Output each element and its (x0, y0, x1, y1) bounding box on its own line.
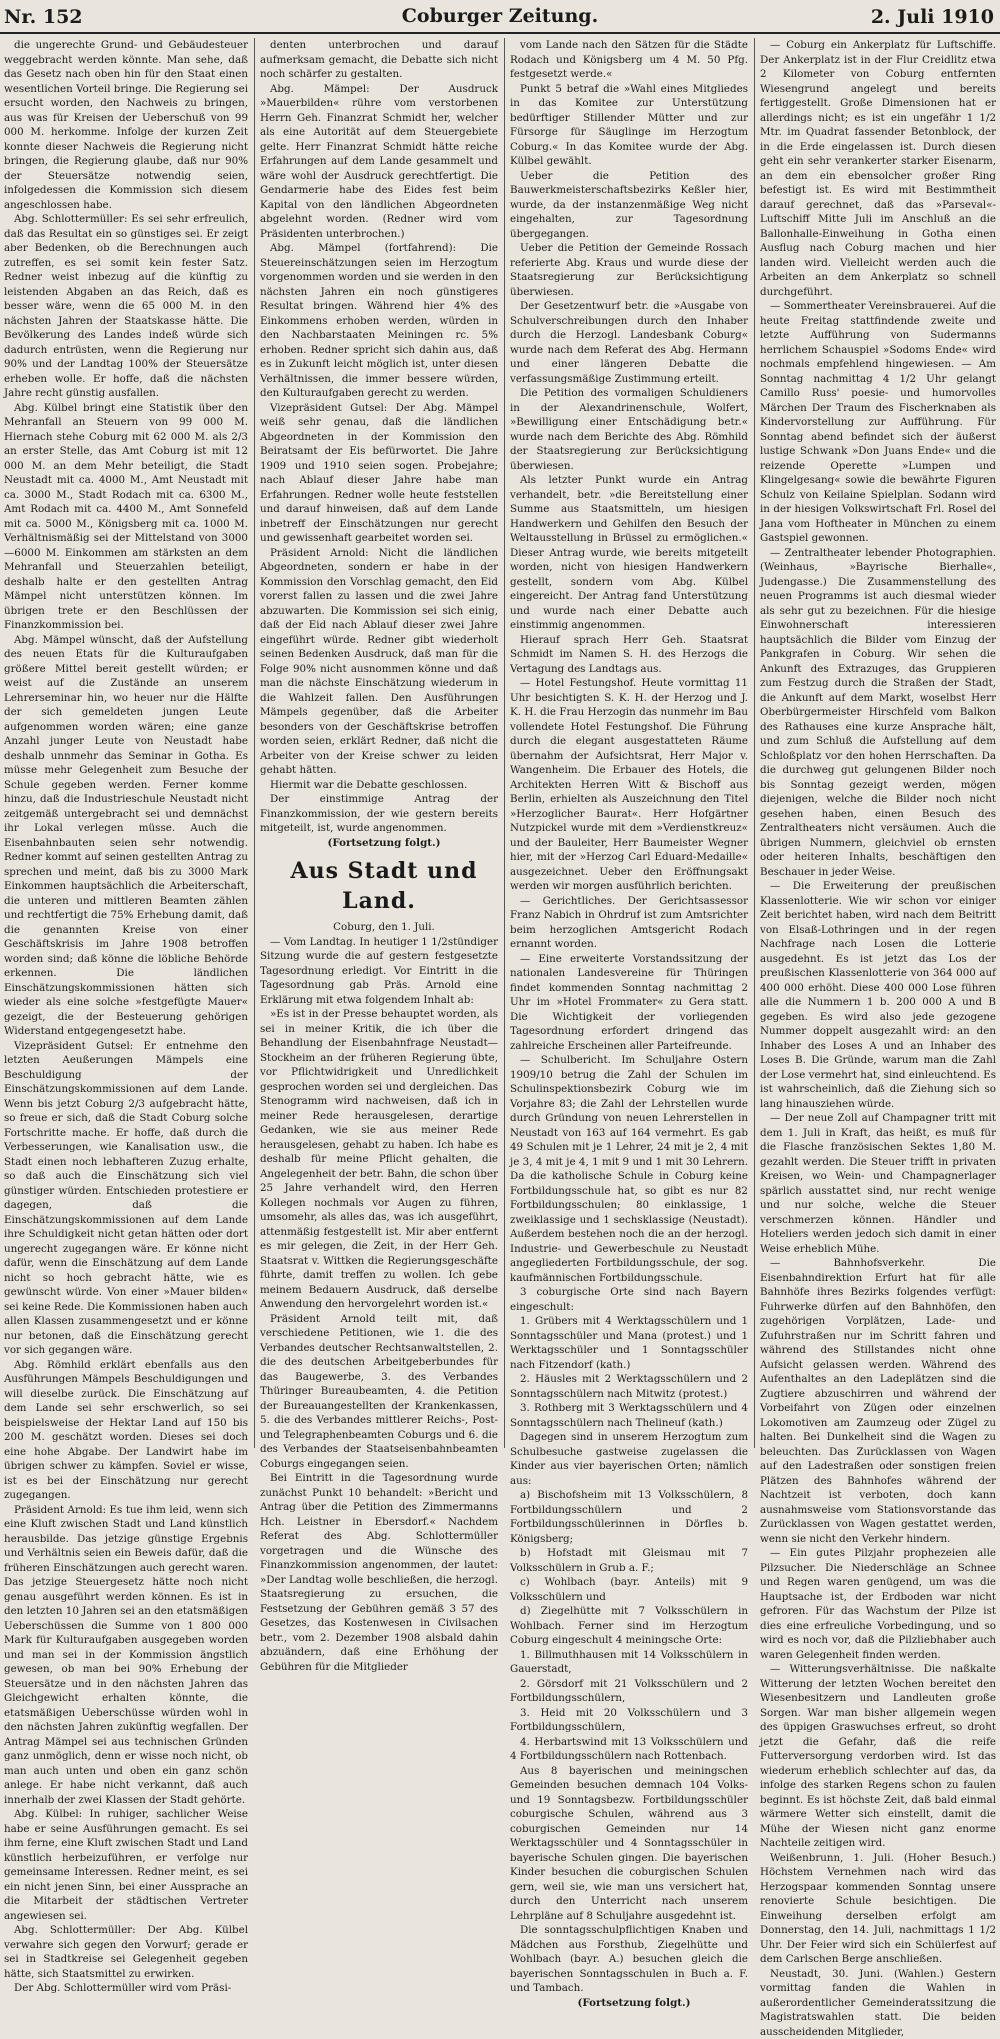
article-paragraph: Ueber die Petition der Gemeinde Rossach referierte Abg. Kraus und wurde diese der Staatsregierung zur Berücksichtigung überwiesen. (510, 241, 748, 299)
article-paragraph: c) Wohlbach (bayr. Anteils) mit 9 Volksschülern und (510, 1575, 748, 1604)
article-paragraph: Abg. Külbel: In ruhiger, sachlicher Weise habe er seine Ausführungen gemacht. Es sei ihm ferne, eine Kluft zwischen Stadt und Land künstlich herbeizuführen, er verfolge nur gemeinsame Interessen. Redner meint, es sei ein nicht jenen Sinn, bei einer Aussprache an die Mitarbeit der städtischen Vertreter angewiesen sei. (4, 1807, 248, 1923)
article-paragraph: Weißenbrunn, 1. Juli. (Hoher Besuch.) Höchstem Vernehmen nach wird das Herzogspaar kommenden Sonntag unsere renovierte Schule besichtigen. Die Einweihung derselben erfolgt am Donnerstag, den 14. Juli, nachmittags 1 1/2 Uhr. Der Feier wird sich ein Schülerfest auf dem Carlschen Berge anschließen. (760, 1851, 996, 1967)
article-paragraph: Die Petition des vormaligen Schuldieners in der Alexandrinenschule, Wolfert, »Bewilligung einer Entschädigung betr.« wurde nach dem Berichte des Abg. Römhild der Staatsregierung zur Berücksichtigung überwiesen. (510, 386, 748, 473)
article-paragraph: Vizepräsident Gutsel: Er entnehme den letzten Aeußerungen Mämpels eine Beschuldigung der Einschätzungskommissionen auf dem Lande. Wenn bis jetzt Coburg 2/3 aufgebracht hätte, so freue er sich, daß die Stadt Coburg solche Fortschritte mache. Er hoffe, daß durch die Verbesserungen, wie Kanalisation usw., die Stadt einen noch lebhafteren Zuzug erhalte, so daß auch die Einschätzung sich viel günstiger würden. Entschieden protestiere er dagegen, daß die Einschätzungskommissionen auf dem Lande ihre Schuldigkeit nicht getan hätten oder dort ungerecht zugegangen wäre. Er könne nicht dafür, wenn die Einschätzung auf dem Lande nicht so hoch gebracht hätte, wie es gewünscht würde. Von einer »Mauer bilden« sei keine Rede. Die Kommissionen haben auch allen Klassen zusammengesetzt und er könne nur betonen, daß die Einschätzung gerecht vor sich gegangen wäre. (4, 1039, 248, 1358)
article-paragraph: — Der neue Zoll auf Champagner tritt mit dem 1. Juli in Kraft, das heißt, es muß für die Flasche französischen Sektes 1,80 M. gezahlt werden. Die Steuer trifft in privaten Kreisen, wo Wein- und Champagnerlager spärlich ausstattet sind, nur recht wenige und nur solche, welche die Steuer verschmerzen können. Händler und Hoteliers werden jedoch sich damit in einer Weise erheblich Mühe. (760, 1111, 996, 1256)
article-paragraph: denten unterbrochen und darauf aufmerksam gemacht, die Debatte sich nicht noch schärfer zu gestalten. (260, 38, 498, 82)
masthead (0, 0, 1000, 34)
article-paragraph: — Schulbericht. Im Schuljahre Ostern 1909/10 betrug die Zahl der Schulen im Schulinspektionsbezirk Coburg wie im Vorjahre 83; die Zahl der Lehrstellen wurde durch Gründung von neuen Lehrerstellen in Neustadt von 163 auf 164 vermehrt. Es gab 49 Schulen mit je 1 Lehrer, 24 mit je 2, 4 mit je 3, 4 mit je 4, 1 mit 9 und 1 mit 30 Lehrern. Da die katholische Schule in Coburg keine Fortbildungsschule hat, so gibt es nur 82 Fortbildungsschulen; 80 einklassige, 1 zweiklassige und 1 sechsklassige (Neustadt). Außerdem bestehen noch die an der herzogl. Industrie- und Gewerbeschule zu Neustadt angegliederten Fortbildungsschule, der sog. kaufmännischen Fortbildungsschule. (510, 1053, 748, 1285)
article-paragraph: vom Lande nach den Sätzen für die Städte Rodach und Königsberg um 4 M. 50 Pfg. festgesetzt werde.« (510, 38, 748, 82)
article-paragraph: Abg. Mämpel wünscht, daß der Aufstellung des neuen Etats für die Kulturaufgaben größere Mittel bereit gestellt würden; er weist auf die Zustände an unserem Lehrerseminar hin, wo heuer nur die Hälfte der sich gemeldeten jungen Leute aufgenommen worden wären; eine ganze Anzahl junger Leute von Neustadt habe deshalb unnmehr das Seminar in Gotha. Es müsse mehr Gelegenheit zum Besuche der Schule gegeben werden. Ferner komme hinzu, daß die Industrieschule Neustadt nicht zeitgemäß untergebracht sei und demnächst ihr Lokal verlegen müsse. Auch die Eisenbahnbauten seien sehr notwendig. Redner kommt auf seinen gestellten Antrag zu sprechen und meint, daß bis zu 3000 Mark Einkommen hauptsächlich die Arbeiterschaft, die unteren und mittleren Beamten zählen und rechtfertigt die 75% Erhebung damit, daß die genannten Kreise von einer Geschäftskrisis im Jahre 1908 betroffen worden sind; daß könne die löbliche Behörde erkennen. Die ländlichen Einschätzungskommissionen hätten sich wieder als eine solche »festgefügte Mauer« gezeigt, die der Besteuerung gehörigen Widerstand entgegengesetzt habe. (4, 633, 248, 1039)
article-paragraph: Der Gesetzentwurf betr. die »Ausgabe von Schulverschreibungen durch den Inhaber durch die Herzogl. Landesbank Coburg« wurde nach dem Referat des Abg. Hermann und einer längeren Debatte die verfassungsmäßige Zustimmung erteilt. (510, 299, 748, 386)
article-paragraph: Bei Eintritt in die Tagesordnung wurde zunächst Punkt 10 behandelt: »Bericht und Antrag über die Petition des Zimmermanns Hch. Leistner in Ebersdorf.« Nachdem Referat des Abg. Schlottermüller vorgetragen und die Wünsche des Finanzkommission angenommen, der lautet: »Der Landtag wolle beschließen, die herzogl. Staatsregierung zu ersuchen, die Festsetzung der Gebühren gemäß 3 57 des Gesetzes, das Kostenwesen in Civilsachen betr., vom 2. Dezember 1908 alsbald dahin abzuändern, daß eine Erhöhung der Gebühren für die Mitglieder (260, 1471, 498, 1674)
article-paragraph: Als letzter Punkt wurde ein Antrag verhandelt, betr. »die Bereitstellung einer Summe aus Staatsmitteln, um hiesigen Handwerkern und Gehilfen den Besuch der Weltausstellung in Brüssel zu ermöglichen.« Dieser Antrag wurde, wie bereits mitgeteilt worden, nicht von hiesigen Handwerkern gestellt, sondern vom Abg. Külbel eingereicht. Der Antrag fand Unterstützung und wurde nach einer Debatte auch einstimmig angenommen. (510, 473, 748, 633)
article-paragraph: Aus 8 bayerischen und meiningschen Gemeinden besuchen demnach 104 Volks- und 19 Sonntagsbezw. Fortbildungsschüler coburgische Schulen, während aus 3 coburgischen Gemeinden nur 14 Werktagsschüler und 4 Sonntagsschüler in bayerische Schulen gingen. Die bayerischen Kinder besuchen die coburgischen Schulen gern, weil sie, wie man uns versichert hat, durch den Unterricht nach unserem Lehrpläne auf 8 Schuljahre ausgedehnt ist. (510, 1764, 748, 1924)
article-paragraph: Der einstimmige Antrag der Finanzkommission, der wie gestern bereits mitgeteilt, ist, wurde angenommen. (260, 792, 498, 836)
article-paragraph: 2. Häusles mit 2 Werktagsschülern und 2 Sonntagsschülern nach Mitwitz (protest.) (510, 1372, 748, 1401)
article-paragraph: »Es ist in der Presse behauptet worden, als sei in meiner Kritik, die ich über die Behandlung der Eisenbahnfrage Neustadt—Stockheim an der früheren Regierung übte, vor Pflichtwidrigkeit und Unredlichkeit gesprochen worden sei und dergleichen. Das Stenogramm wird nachweisen, daß ich in meiner Rede herausgelesen, derartige Gedanken, wie sie aus meiner Rede herausgelesen, gehabt zu haben. Ich habe es deshalb für meine Pflicht gehalten, die Angelegenheit der betr. Bahn, die schon über 25 Jahre verhandelt wird, den Herren Kollegen nochmals vor Augen zu führen, umsomehr, als alles das, was ich ausgeführt, attenmäßig festgestellt ist. Mir aber entfernt es mir gelegen, die Zeit, in der Herr Geh. Staatsrat v. Wittken die Regierungsgeschäfte führte, damit treffen zu wollen. Ich gebe meinem Bedauern Ausdruck, daß derselbe Anwendung den hervorgelehrt worden ist.« (260, 1007, 498, 1312)
article-paragraph: Abg. Mämpel (fortfahrend): Die Steuereinschätzungen seien im Herzogtum vorgenommen worden und sie werden in den nächsten Jahren ein noch günstigeres Resultat bringen. Während hier 4% des Einkommens erhoben werden, würden in den Nachbarstaaten Meiningen rc. 5% erhoben. Redner spricht sich dahin aus, daß es in Zukunft leicht möglich ist, unter diesen Verhältnissen, die immer bessere würden, den Kulturaufgaben gerecht zu werden. (260, 241, 498, 401)
article-paragraph: (Fortsetzung folgt.) (260, 836, 498, 851)
article-paragraph: Hiermit war die Debatte geschlossen. (260, 778, 498, 793)
issue-number: Nr. 152 (4, 6, 83, 28)
article-paragraph: Präsident Arnold: Nicht die ländlichen Abgeordneten, sondern er habe in der Kommission den Vorschlag gemacht, den Eid vorerst fallen zu lassen und die zwei Jahre abzuwarten. Die Kommission sei sich einig, daß der Eid nach Ablauf dieser zwei Jahre eingeführt würde. Redner gibt wiederholt seinen Bedenken Ausdruck, daß man für die Folge 90% nicht ausnommen könne und daß man die nächste Einschätzung wiederum in die Wahlzeit fallen. Den Ausführungen Mämpels gegenüber, daß die Arbeiter besonders von der Geschäftskrise betroffen worden seien, erklärt Redner, daß nicht die Arbeiter von der Kreise schwer zu leiden gehabt hätten. (260, 546, 498, 778)
article-paragraph: a) Bischofsheim mit 13 Volksschülern, 8 Fortbildungsschülern und 2 Fortbildungsschülerinnen in Dörfles b. Königsberg; (510, 1488, 748, 1546)
column-rule (754, 38, 755, 1448)
article-paragraph: Abg. Mämpel: Der Ausdruck »Mauerbilden« rühre vom verstorbenen Herrn Geh. Finanzrat Schmidt her, welcher als eine Autorität auf dem Steuergebiete gelte. Herr Finanzrat Schmidt hätte reiche Erfahrungen auf dem Lande gesammelt und wäre wohl der Ausdruck gerechtfertigt. Die Gendarmerie habe des Eides fest beim Kapital von den ländlichen Abgeordneten abgelehnt worden. (Redner wird vom Präsidenten unterbrochen.) (260, 82, 498, 242)
article-paragraph: Neustadt, 30. Juni. (Wahlen.) Gestern vormittag fanden die Wahlen in außerordentlicher Gemeinderatssitzung die Magistratswahlen statt. Die beiden ausscheidenden Mitglieder, (760, 1967, 996, 2039)
column-rule (504, 38, 505, 1448)
article-paragraph: — Eine erweiterte Vorstandssitzung der nationalen Landesvereine für Thüringen findet kommenden Sonntag nachmittag 2 Uhr im »Hotel Frommater« zu Gera statt. Die Wichtigkeit der vorliegenden Tagesordnung erfordert dringend das zahlreiche Erscheinen aller Parteifreunde. (510, 952, 748, 1054)
article-paragraph: — Die Erweiterung der preußischen Klassenlotterie. Wie wir schon vor einiger Zeit berichtet haben, wird nach dem Beitritt von Elsaß-Lothringen und in der regen Nachfrage nach Losen die Lotterie ausgedehnt. Es ist jetzt das Los der preußischen Klassenlotterie von 364 000 auf 400 000 erhöht. Diese 400 000 Lose führen alle die Nummern 1 b. 200 000 A und B gegeben. Es wird also jede gezogene Nummer doppelt ausgezahlt wird: an den Inhaber des Loses A und an Inhaber des Loses B. Die Gründe, warum man die Zahl der Lose vermehrt hat, sind einleuchtend. Es ist wahrscheinlich, daß die Ziehung sich so lang hinausziehen würde. (760, 879, 996, 1111)
article-paragraph: Die sonntagsschulpflichtigen Knaben und Mädchen aus Forsthub, Ziegelhütte und Wohlbach (bayr. A.) besuchen gleich die bayerischen Sonntagsschulen in Buch a. F. und Tambach. (510, 1923, 748, 1996)
article-paragraph: 3. Heid mit 20 Volksschülern und 3 Fortbildungsschülern, (510, 1706, 748, 1735)
article-paragraph: Hierauf sprach Herr Geh. Staatsrat Schmidt im Namen S. H. des Herzogs die Vertagung des Landtags aus. (510, 633, 748, 677)
article-paragraph: (Fortsetzung folgt.) (510, 1996, 748, 2011)
article-paragraph: Abg. Külbel bringt eine Statistik über den Mehranfall an Steuern von 99 000 M. Hiernach stehe Coburg mit 62 000 M. als 2/3 an erster Stelle, das Amt Coburg ist mit 12 000 M. an dem Mehr beteiligt, die Stadt Neustadt mit ca. 4000 M., Amt Neustadt mit ca. 3000 M., Stadt Rodach mit ca. 6300 M., Amt Rodach mit ca. 4400 M., Amt Sonnefeld mit ca. 5000 M., Königsberg mit ca. 1000 M. Verhältnismäßig sei der Mittelstand von 3000—6000 M. Einkommen am stärksten an dem Mehranfall und Steuerzahlen beteiligt, deshalb halte er den gestellten Antrag Mämpel nicht unterstützen können. Im übrigen trete er den Beschlüssen der Finanzkommission bei. (4, 401, 248, 633)
article-paragraph: — Vom Landtag. In heutiger 1 1/2stündiger Sitzung wurde die auf gestern festgesetzte Tagesordnung erledigt. Vor Eintritt in die Tagesordnung gab Präs. Arnold eine Erklärung mit etwa folgendem Inhalt ab: (260, 935, 498, 1008)
article-paragraph: Abg. Römhild erklärt ebenfalls aus den Ausführungen Mämpels Beschuldigungen und will dieselbe zurück. Die Einschätzung auf dem Lande sei sehr erschwerlich, so sei beispielsweise der Hektar Land auf 150 bis 200 M. geschätzt worden. Dieses sei doch eine hohe Abgabe. Der Landwirt habe im übrigen schwer zu kämpfen. Soviel er wisse, ist es bei der Einschätzung nur gerecht zugegangen. (4, 1358, 248, 1503)
article-paragraph: Präsident Arnold: Es tue ihm leid, wenn sich eine Kluft zwischen Stadt und Land künstlich herausbilde. Das jetzige günstige Ergebnis und Verhältnis seien ein Beweis dafür, daß die früheren Einschätzungen auch gerecht waren. Das jetzige Steuergesetz hätte noch nicht genau ausgeführt werden können. Es ist in den letzten 10 Jahren sei an den etatsmäßigen Ueberschüssen die Summe von 1 800 000 Mark für Kulturaufgaben ausgegeben worden und man sei in der Kommission ängstlich gewesen, ob man bei 90% Erhebung der Steuersätze und in den nächsten Jahren das Gleichgewicht erhalten könnte, die etatsmäßigen Ueberschüsse würden wohl in den nächsten Jahren zukünftig wegfallen. Der Antrag Mämpel sei aus technischen Gründen ganz unmöglich, denn er wisse noch nicht, ob man auch unten und oben ein ganz schön anlege. Er habe nicht verkannt, daß auch innerhalb der zwei Klassen der Stadt gehörte. (4, 1503, 248, 1808)
article-paragraph: b) Hofstadt mit Gleismau mit 7 Volksschülern in Grub a. F.; (510, 1546, 748, 1575)
article-paragraph: — Sommertheater Vereinsbrauerei. Auf die heute Freitag stattfindende zweite und letzte Aufführung von Sudermanns herrlichem Schauspiel »Sodoms Ende« wird nochmals empfehlend hingewiesen. — Am Sonntag nachmittag 4 1/2 Uhr gelangt Camillo Russ' poesie- und humorvolles Märchen Der Traum des Fischerknaben als Kindervorstellung zur Aufführung. Für Sonntag abend befindet sich der äußerst lustige Schwank »Don Juans Ende« und die reizende Operette »Lumpen und Klingelgesang« sowie die bewährte Figuren Schulz von Keilaine Spielplan. Sodann wird in der hiesigen Volkswirtschaft Frl. Rosel del Jana vom Hoftheater in München zu einem Gastspiel gewonnen. (760, 299, 996, 546)
article-paragraph: Vizepräsident Gutsel: Der Abg. Mämpel weiß sehr genau, daß die ländlichen Abgeordneten in der Kommission den Beiratsamt der Eis befürwortet. Die Jahre 1909 und 1910 seien sogen. Probejahre; nach Ablauf dieser Jahre habe man Erfahrungen. Redner wolle heute feststellen und darauf hinweisen, daß auf dem Lande inbetreff der Einschätzungen nur gerecht und gewissenhaft gearbeitet worden sei. (260, 401, 498, 546)
article-paragraph: Der Abg. Schlottermüller wird vom Präsi- (4, 1981, 248, 1996)
article-paragraph: Präsident Arnold teilt mit, daß verschiedene Petitionen, wie 1. die des Verbandes deutscher Rechtsanwaltstellen, 2. die des deutschen Arbeitgeberbundes für das Baugewerbe, 3. des Verbandes Thüringer Bureaubeamten, 4. die Petition der Bureauangestellten der Krankenkassen, 5. die des Verbandes mittlerer Reichs-, Post- und Telegraphenbeamten Coburgs und 6. die des Verbandes der Staatseisenbahnbeamten Coburgs eingegangen seien. (260, 1312, 498, 1472)
article-paragraph: 3 coburgische Orte sind nach Bayern eingeschult: (510, 1285, 748, 1314)
article-paragraph: Punkt 5 betraf die »Wahl eines Mitgliedes in das Komitee zur Unterstützung bedürftiger Stillender Mütter und zur Fürsorge für Säuglinge im Herzogtum Coburg.« In das Komitee wurde der Abg. Külbel gewählt. (510, 82, 748, 169)
article-paragraph: — Witterungsverhältnisse. Die naßkalte Witterung der letzten Wochen bereitet den Wiesenbesitzern und Landleuten große Sorgen. War man bisher allgemein wegen des üppigen Graswuchses erfreut, so droht jetzt die Gefahr, daß die reife Futterversorgung verdorben wird. Ist das wiederum erheblich schlechter auf das, da infolge des starken Regens schon zu faulen beginnt. Es ist höchste Zeit, daß bald einmal wärmere Wetter sich einstellt, damit die Mühe der Wiesen nicht ganz enorme Nachteile zeitigen wird. (760, 1662, 996, 1851)
article-paragraph: — Zentraltheater lebender Photographien. (Weinhaus, »Bayrische Bierhalle«, Judengasse.) Die Zusammenstellung des neuen Programms ist auch diesmal wieder als sehr gut zu bezeichnen. Für die hiesige Einwohnerschaft interessieren hauptsächlich die Bilder vom Einzug der Pankgrafen in Coburg. Wir sehen die Ankunft des Extrazuges, das Gruppieren zum Festzug durch die Straßen der Stadt, die Ankunft auf dem Markt, woselbst Herr Oberbürgermeister Hirschfeld vom Balkon des Rathauses eine kurze Ansprache hält, und zum Schluß die Aufstellung auf dem Schloßplatz vor den hohen Herrschaften. Da die durchweg gut gelungenen Bilder noch bis Sonntag gezeigt werden, mögen diejenigen, welche die Bilder noch nicht gesehen haben, einen Besuch des Zentraltheaters nicht versäumen. Auch die übrigen Nummern, gleichviel ob ernsten oder heiteren Inhalts, beschäftigen den Beschauer in jeder Weise. (760, 546, 996, 880)
article-paragraph: d) Ziegelhütte mit 7 Volksschülern in Wohlbach. Ferner sind im Herzogtum Coburg eingeschult 4 meiningsche Orte: (510, 1604, 748, 1648)
article-paragraph: Coburg, den 1. Juli. (260, 920, 498, 935)
article-paragraph: — Gerichtliches. Der Gerichtsassessor Franz Nabich in Ohrdruf ist zum Amtsrichter beim herzoglichen Amtsgericht Rodach ernannt worden. (510, 894, 748, 952)
article-paragraph: — Hotel Festungshof. Heute vormittag 11 Uhr besichtigten S. K. H. der Herzog und J. K. H. die Frau Herzogin das nunmehr im Bau vollendete Hotel Festungshof. Die Führung durch die elegant ausgestatteten Räume übernahm der Aufsichtsrat, Herr Major v. Wangenheim. Die Erbauer des Hotels, die Architekten Herren Witt & Bischoff aus Berlin, erhielten als Auszeichnung den Titel »Herzoglicher Baurat«. Herr Hofgärtner Nutzpickel wurde mit dem »Verdienstkreuz« und der Bauleiter, Herr Baumeister Wegner hier, mit der »Herzog Carl Eduard-Medaille« ausgezeichnet. Ueber den Eröffnungsakt werden wir morgen ausführlich berichten. (510, 676, 748, 894)
article-paragraph: Ueber die Petition des Bauwerkmeisterschaftsbezirks Keßler hier, wurde, da der instanzenmäßige Weg nicht eingehalten, zur Tagesordnung übergegangen. (510, 169, 748, 242)
article-paragraph: 3. Rothberg mit 3 Werktagsschülern und 4 Sonntagsschülern nach Thelineuf (kath.) (510, 1401, 748, 1430)
article-paragraph: Abg. Schlottermüller: Es sei sehr erfreulich, daß das Resultat ein so günstiges sei. Er zeigt aber Bedenken, ob die Berechnungen auch zutreffen, es sei somit kein fester Satz. Redner weist inbezug auf die künftig zu leistenden Abgaben an das Reich, daß es besser wäre, wenn die 65 000 M. in den nächsten Jahren der Staatskasse hätte. Die Bevölkerung des Landes indeß würde sich dadurch entrüsten, wenn die Regierung nur 90% und der Landtag 100% der Steuersätze erheben wolle. Er hoffe, daß die nächsten Jahre recht günstig ausfallen. (4, 212, 248, 401)
article-paragraph: Abg. Schlottermüller: Der Abg. Külbel verwahre sich gegen den Vorwurf; gerade er sei in Stadtkreise sei Gelegenheit gegeben hätte, sich Staatsmittel zu erwirken. (4, 1923, 248, 1981)
article-paragraph: Dagegen sind in unserem Herzogtum zum Schulbesuche gastweise zugelassen die Kinder aus vier bayerischen Orten; nämlich aus: (510, 1430, 748, 1488)
article-paragraph: 1. Grübers mit 4 Werktagsschülern und 1 Sonntagsschüler und Mana (protest.) und 1 Werktagsschüler und 1 Sonntagsschüler nach Fitzendorf (kath.) (510, 1314, 748, 1372)
article-paragraph: — Bahnhofsverkehr. Die Eisenbahndirektion Erfurt hat für alle Bahnhöfe ihres Bezirks folgendes verfügt: Fuhrwerke dürfen auf den Bahnhöfen, den zugehörigen Vorplätzen, Lade- und Zufuhrstraßen nur im Schritt fahren und während des Stillstandes nicht ohne Aufsicht gelassen werden. Während des Aufenthaltes an den Ladeplätzen sind die Zugtiere abzuschirren und während der Vorbeifahrt von Zügen oder einzelnen Lokomotiven am Zaumzeug oder Zügel zu halten. Bei Dunkelheit sind die Wagen zu beleuchten. Das Zurücklassen von Wagen auf den Ladestraßen oder sonstigen freien Plätzen des Bahnhofes während der Nachtzeit ist verboten, doch kann ausnahmsweise vom Stationsvorstande das Zurücklassen von Wagen gestattet werden, wenn sie nicht den Verkehr hindern. (760, 1256, 996, 1546)
newspaper-title: Coburger Zeitung. (0, 5, 1000, 27)
column-2 (260, 38, 498, 1448)
column-3 (510, 38, 748, 1448)
article-paragraph: 1. Billmuthhausen mit 14 Volksschülern in Gauerstadt, (510, 1648, 748, 1677)
column-1 (4, 38, 248, 1448)
article-paragraph: — Coburg ein Ankerplatz für Luftschiffe. Der Ankerplatz ist in der Flur Creidlitz etwa 2 Kilometer von Coburg entfernten Wiesengrund angelegt und bereits fertiggestellt. Große Dimensionen hat er allerdings nicht; es ist ein ungefähr 1 1/2 Mtr. im Quadrat fassender Betonblock, der in die Erde eingelassen ist. Durch diesen geht ein sehr verankerter starker Eisenarm, an dem ein ebensolcher großer Ring befestigt ist. Es wird mit Bestimmtheit darauf gerechnet, daß das »Parseval«-Luftschiff Mitte Juli im Anschluß an die Ballonhalle-Einweihung in Gotha einen Ausflug nach Coburg machen und hier landen wird. Vielleicht werden auch die Arbeiten an dem Ankerplatz so schnell durchgeführt. (760, 38, 996, 299)
issue-date: 2. Juli 1910 (871, 6, 994, 28)
column-rule (254, 38, 255, 1448)
section-heading: Aus Stadt und Land. (260, 856, 498, 916)
column-4 (760, 38, 996, 1448)
article-paragraph: die ungerechte Grund- und Gebäudesteuer weggebracht werden könnte. Man sehe, daß das Gesetz nach oben hin für den Staat einen wesentlichen Vorteil bringe. Die Regierung sei ersucht worden, den Nachweis zu bringen, aus was für Kreisen der Ueberschuß von 99 000 M. herkomme. Infolge der kurzen Zeit konnte dieser Nachweis die Regierung nicht bringen, die Regierung glaube, daß nur 90% der Steuersätze notwendig seien, infolgedessen die Kommission sich diesem angeschlossen habe. (4, 38, 248, 212)
article-paragraph: 4. Herbartswind mit 13 Volksschülern und 4 Fortbildungsschülern nach Rottenbach. (510, 1735, 748, 1764)
article-paragraph: — Ein gutes Pilzjahr prophezeien alle Pilzsucher. Die Niederschläge an Schnee und Regen waren genügend, um was die Hauptsache ist, der Erdboden war nicht gefroren. Für das Wachstum der Pilze ist dies eine erfreuliche Vorbedingung, und so wird es noch vor, daß die Pilzliebhaber auch waren Gelegenheit finden werden. (760, 1546, 996, 1662)
article-paragraph: 2. Görsdorf mit 21 Volksschülern und 2 Fortbildungsschülern, (510, 1677, 748, 1706)
